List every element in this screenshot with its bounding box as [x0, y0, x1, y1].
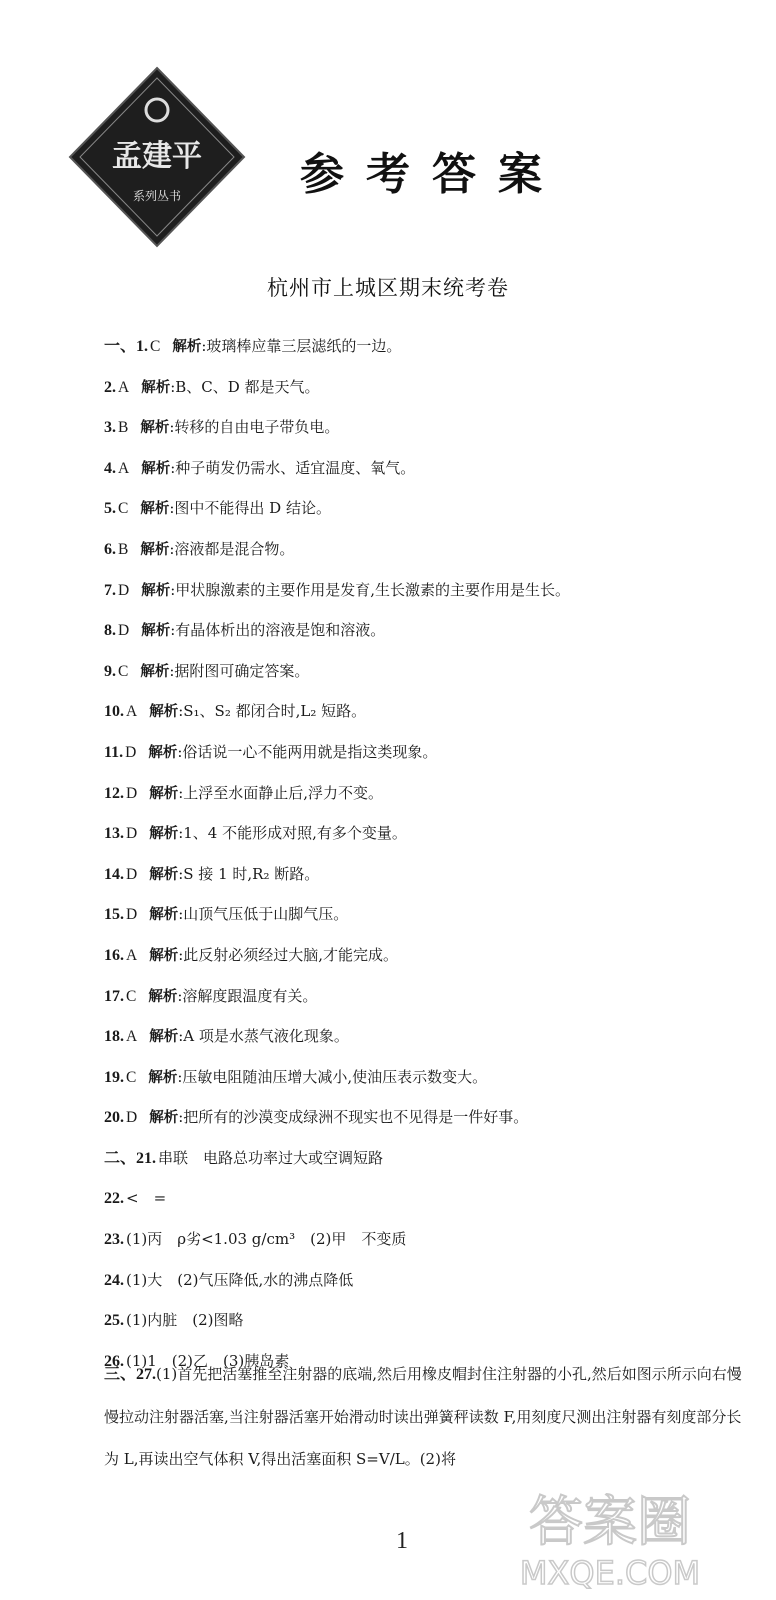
- answer-row: [104, 570, 754, 611]
- answer-text: (1)内脏 (2)图略: [126, 1311, 244, 1330]
- analysis-text: :把所有的沙漠变成绿洲不现实也不见得是一件好事。: [178, 1108, 529, 1127]
- answer-row: [104, 854, 754, 895]
- question-27: [104, 1353, 754, 1480]
- answer-number: 3.: [104, 419, 116, 437]
- fill-answer-row: [104, 1178, 754, 1219]
- answer-key: A: [118, 459, 130, 477]
- analysis-label: 解析: [148, 1069, 178, 1086]
- answer-row: [104, 813, 754, 854]
- answer-number: 24.: [104, 1271, 124, 1289]
- answer-number: 2.: [104, 378, 116, 396]
- answer-text: 串联 电路总功率过大或空调短路: [158, 1148, 384, 1167]
- answer-text: (1)1 (2)乙 (3)胰岛素: [126, 1351, 290, 1370]
- answer-row: [104, 488, 754, 529]
- analysis-label: 解析: [140, 420, 170, 437]
- analysis-label: 解析: [140, 663, 170, 680]
- answer-list: [104, 326, 754, 1381]
- analysis-text: :种子萌发仍需水、适宜温度、氧气。: [170, 458, 416, 477]
- answer-key: D: [118, 622, 130, 640]
- answer-key: A: [118, 378, 130, 396]
- analysis-label: 解析: [141, 379, 171, 396]
- analysis-text: :S 接 1 时,R₂ 断路。: [178, 864, 320, 883]
- answer-key: D: [126, 865, 138, 883]
- logo-series: 系列丛书: [132, 189, 182, 203]
- answer-key: D: [126, 906, 138, 924]
- answer-row: [104, 448, 754, 489]
- answer-row: [104, 935, 754, 976]
- answer-key: C: [150, 338, 161, 355]
- logo-name: 孟建平: [112, 139, 202, 174]
- analysis-text: :B、C、D 都是天气。: [170, 377, 320, 396]
- analysis-label: 解析: [141, 623, 171, 640]
- series-logo: [68, 66, 246, 248]
- answer-number: 23.: [104, 1231, 124, 1249]
- answer-number: 一、1.: [104, 338, 149, 355]
- answer-number: 5.: [104, 500, 116, 518]
- answer-number: 9.: [104, 662, 116, 680]
- answer-number: 10.: [104, 703, 124, 721]
- analysis-text: :A 项是水蒸气液化现象。: [178, 1027, 349, 1046]
- answer-key: D: [126, 784, 138, 802]
- q27-number: 三、27.: [104, 1366, 157, 1383]
- exam-title: 杭州市上城区期末统考卷: [267, 276, 509, 300]
- answer-row: [104, 610, 754, 651]
- answer-row: [104, 732, 754, 773]
- answer-number: 26.: [104, 1352, 124, 1370]
- analysis-text: :1、4 不能形成对照,有多个变量。: [178, 824, 407, 843]
- analysis-label: 解析: [140, 541, 170, 558]
- analysis-label: 解析: [149, 866, 179, 883]
- answer-number: 13.: [104, 825, 124, 843]
- answer-number: 22.: [104, 1190, 124, 1208]
- page-number: 1: [396, 1528, 408, 1554]
- answer-number: 11.: [104, 743, 124, 761]
- answer-row: [104, 1097, 754, 1138]
- analysis-text: :压敏电阻随油压增大减小,使油压表示数变大。: [177, 1067, 488, 1086]
- answer-number: 17.: [104, 987, 124, 1005]
- analysis-label: 解析: [149, 826, 179, 843]
- analysis-label: 解析: [141, 582, 171, 599]
- analysis-label: 解析: [149, 785, 179, 802]
- analysis-text: :溶液都是混合物。: [169, 539, 295, 558]
- watermark-text: 答案圈: [529, 1490, 691, 1553]
- analysis-label: 解析: [149, 1110, 179, 1127]
- answer-row: [104, 1016, 754, 1057]
- answer-row: [104, 367, 754, 408]
- analysis-text: :溶解度跟温度有关。: [177, 986, 318, 1005]
- answer-number: 19.: [104, 1068, 124, 1086]
- analysis-text: :上浮至水面静止后,浮力不变。: [178, 783, 384, 802]
- answer-key: A: [126, 703, 138, 721]
- answer-number: 二、21.: [104, 1149, 157, 1167]
- answer-number: 18.: [104, 1028, 124, 1046]
- analysis-label: 解析: [149, 947, 179, 964]
- analysis-label: 解析: [140, 501, 170, 518]
- answer-key: A: [126, 946, 138, 964]
- answer-key: C: [126, 987, 137, 1005]
- answer-number: 25.: [104, 1312, 124, 1330]
- analysis-label: 解析: [149, 907, 179, 924]
- answer-key: C: [118, 662, 129, 680]
- watermark-url: MXQE.COM: [519, 1554, 701, 1592]
- answer-row: [104, 691, 754, 732]
- answer-row: [104, 976, 754, 1017]
- answer-number: 16.: [104, 946, 124, 964]
- analysis-text: :有晶体析出的溶液是饱和溶液。: [170, 621, 386, 640]
- analysis-text: :俗话说一心不能两用就是指这类现象。: [177, 742, 438, 761]
- answer-number: 20.: [104, 1109, 124, 1127]
- answer-number: 4.: [104, 459, 116, 477]
- answer-row: [104, 773, 754, 814]
- answer-number: 6.: [104, 540, 116, 558]
- answer-key: D: [118, 581, 130, 599]
- answer-key: C: [118, 500, 129, 518]
- answer-row: [104, 894, 754, 935]
- analysis-text: :玻璃棒应靠三层滤纸的一边。: [201, 337, 402, 355]
- answer-key: D: [125, 743, 137, 761]
- analysis-label: 解析: [172, 339, 202, 355]
- answer-text: < =: [126, 1189, 167, 1208]
- answer-key: A: [126, 1028, 138, 1046]
- q27-text: (1)首先把活塞推至注射器的底端,然后用橡皮帽封住注射器的小孔,然后如图示所示向右慢慢拉动注射器活塞,当注射器活塞开始滑动时读出弹簧秤读数 F,用刻度尺测出注射器有刻度部分长为 L,再读出空气体积 V,得出活塞面积 S=V/L。(2)将: [104, 1365, 742, 1468]
- watermark: [440, 1478, 760, 1594]
- answer-number: 15.: [104, 906, 124, 924]
- fill-answer-row: [104, 1219, 754, 1260]
- answer-text: (1)大 (2)气压降低,水的沸点降低: [126, 1270, 354, 1289]
- answer-number: 14.: [104, 865, 124, 883]
- analysis-label: 解析: [148, 988, 178, 1005]
- fill-answer-row: [104, 1260, 754, 1301]
- answer-key: B: [118, 419, 129, 437]
- analysis-label: 解析: [149, 1029, 179, 1046]
- analysis-label: 解析: [149, 704, 179, 721]
- answer-number: 12.: [104, 784, 124, 802]
- analysis-label: 解析: [141, 460, 171, 477]
- answer-row: [104, 529, 754, 570]
- answer-row: [104, 407, 754, 448]
- analysis-text: :此反射必须经过大脑,才能完成。: [178, 945, 399, 964]
- answer-row: [104, 326, 754, 367]
- answer-number: 7.: [104, 581, 116, 599]
- fill-answer-row: [104, 1138, 754, 1179]
- answer-row: [104, 651, 754, 692]
- analysis-text: :据附图可确定答案。: [169, 661, 310, 680]
- analysis-text: :甲状腺激素的主要作用是发育,生长激素的主要作用是生长。: [170, 580, 571, 599]
- answer-key: D: [126, 825, 138, 843]
- answer-key: B: [118, 540, 129, 558]
- answer-text: (1)丙 ρ劣<1.03 g/cm³ (2)甲 不变质: [126, 1230, 407, 1249]
- analysis-text: :转移的自由电子带负电。: [169, 418, 340, 437]
- answer-key: D: [126, 1109, 138, 1127]
- fill-answer-row: [104, 1300, 754, 1341]
- answer-key: C: [126, 1068, 137, 1086]
- answer-row: [104, 1057, 754, 1098]
- analysis-text: :S₁、S₂ 都闭合时,L₂ 短路。: [178, 702, 367, 721]
- analysis-label: 解析: [148, 744, 178, 761]
- analysis-text: :山顶气压低于山脚气压。: [178, 905, 349, 924]
- analysis-text: :图中不能得出 D 结论。: [169, 499, 331, 518]
- answer-number: 8.: [104, 622, 116, 640]
- page-title: 参考答案: [300, 149, 564, 200]
